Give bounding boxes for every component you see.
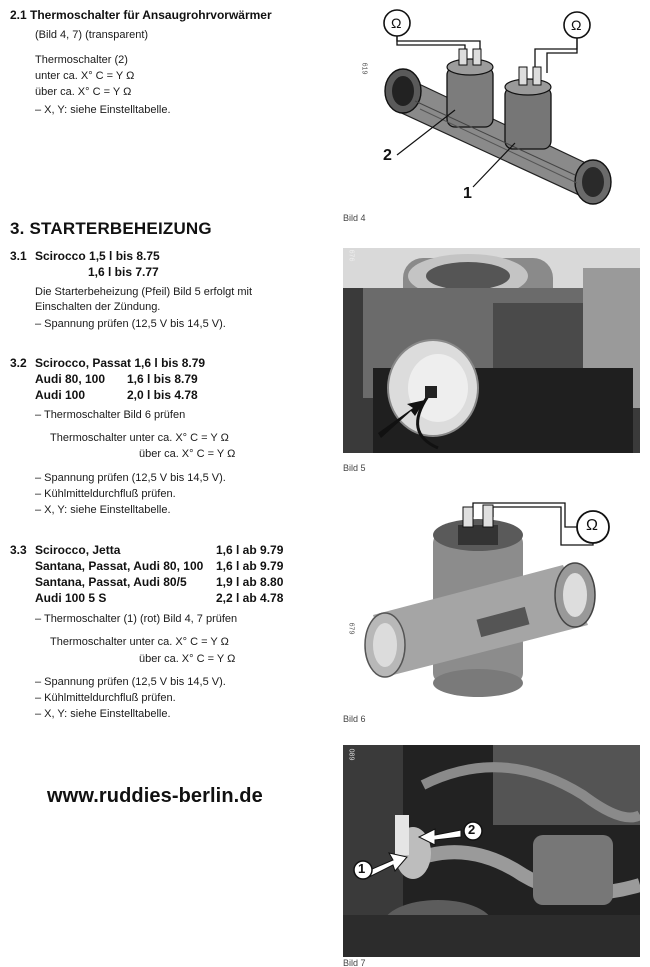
section-3-3-spec: 1,9 l ab 8.80 xyxy=(216,575,284,589)
section-2-1-line: über ca. X° C = Y Ω xyxy=(35,86,132,98)
section-3-1-model: 1,6 l bis 7.77 xyxy=(88,265,159,279)
section-3-2-spec: 1,6 l bis 8.79 xyxy=(127,372,198,386)
section-3-2-text: über ca. X° C = Y Ω xyxy=(139,448,236,460)
caption-bild-6: Bild 6 xyxy=(343,714,366,724)
section-2-1-subtitle: (Bild 4, 7) (transparent) xyxy=(35,29,149,41)
ohm-symbol: Ω xyxy=(586,517,598,534)
section-3-2-model: Scirocco, Passat 1,6 l bis 8.79 xyxy=(35,356,206,370)
section-2-1-line: unter ca. X° C = Y Ω xyxy=(35,70,135,82)
section-3-3-spec: 1,6 l ab 9.79 xyxy=(216,559,284,573)
section-3-3-text: – Thermoschalter (1) (rot) Bild 4, 7 prüfen xyxy=(35,613,238,625)
section-3-3-model: Scirocco, Jetta xyxy=(35,543,121,557)
callout-label-2: 2 xyxy=(468,822,476,837)
section-3-1-text: Die Starterbeheizung (Pfeil) Bild 5 erfolgt mit xyxy=(35,286,253,298)
section-3-3-number: 3.3 xyxy=(10,543,27,557)
section-3-3-model: Audi 100 5 S xyxy=(35,591,107,605)
section-3-3-text: über ca. X° C = Y Ω xyxy=(139,653,236,665)
section-3-1-text: – Spannung prüfen (12,5 V bis 14,5 V). xyxy=(35,318,226,330)
section-2-1-line: – X, Y: siehe Einstelltabelle. xyxy=(35,104,171,116)
figure-bild-5 xyxy=(343,248,640,453)
figure-bild-6 xyxy=(343,495,640,705)
section-3-3-text: – Kühlmitteldurchfluß prüfen. xyxy=(35,692,176,704)
section-3-3-text: – X, Y: siehe Einstelltabelle. xyxy=(35,708,171,720)
figure-bild-7 xyxy=(343,745,640,957)
section-3-2-text: – Spannung prüfen (12,5 V bis 14,5 V). xyxy=(35,472,226,484)
figure-side-number: 089 xyxy=(347,748,355,761)
callout-label-1: 1 xyxy=(463,185,472,202)
caption-bild-5: Bild 5 xyxy=(343,463,366,473)
section-3-3-model: Santana, Passat, Audi 80, 100 xyxy=(35,559,204,573)
section-2-1-line: Thermoschalter (2) xyxy=(35,54,128,66)
section-3-3-spec: 2,2 l ab 4.78 xyxy=(216,591,284,605)
section-3-heading: 3. STARTERBEHEIZUNG xyxy=(10,219,212,238)
section-3-2-number: 3.2 xyxy=(10,356,27,370)
section-3-3-text: Thermoschalter unter ca. X° C = Y Ω xyxy=(50,636,229,648)
ohm-symbol-right: Ω xyxy=(571,17,582,33)
section-3-2-model: Audi 80, 100 xyxy=(35,372,106,386)
section-3-2-text: – X, Y: siehe Einstelltabelle. xyxy=(35,504,171,516)
section-3-2-model: Audi 100 xyxy=(35,388,86,402)
section-3-3-spec: 1,6 l ab 9.79 xyxy=(216,543,284,557)
figure-bild-4 xyxy=(355,5,640,210)
figure-side-number: 679 xyxy=(347,622,355,635)
section-3-1-text: Einschalten der Zündung. xyxy=(35,301,161,313)
section-2-1-heading: 2.1 Thermoschalter für Ansaugrohrvorwärmer xyxy=(10,8,272,22)
section-3-2-text: – Kühlmitteldurchfluß prüfen. xyxy=(35,488,176,500)
figure-side-number: 619 xyxy=(360,62,368,75)
website-link[interactable]: www.ruddies-berlin.de xyxy=(47,785,263,807)
section-3-2-text: Thermoschalter unter ca. X° C = Y Ω xyxy=(50,432,229,444)
callout-label-1: 1 xyxy=(358,861,366,876)
section-3-2-text: – Thermoschalter Bild 6 prüfen xyxy=(35,409,186,421)
ohm-symbol-left: Ω xyxy=(391,15,402,31)
caption-bild-7: Bild 7 xyxy=(343,958,366,967)
section-3-2-spec: 2,0 l bis 4.78 xyxy=(127,388,198,402)
section-3-1-model: Scirocco 1,5 l bis 8.75 xyxy=(35,249,160,263)
callout-label-2: 2 xyxy=(383,147,392,164)
figure-side-number: 676 xyxy=(347,249,355,262)
section-3-3-model: Santana, Passat, Audi 80/5 xyxy=(35,575,187,589)
section-3-3-text: – Spannung prüfen (12,5 V bis 14,5 V). xyxy=(35,676,226,688)
caption-bild-4: Bild 4 xyxy=(343,213,366,223)
section-3-1-number: 3.1 xyxy=(10,249,27,263)
